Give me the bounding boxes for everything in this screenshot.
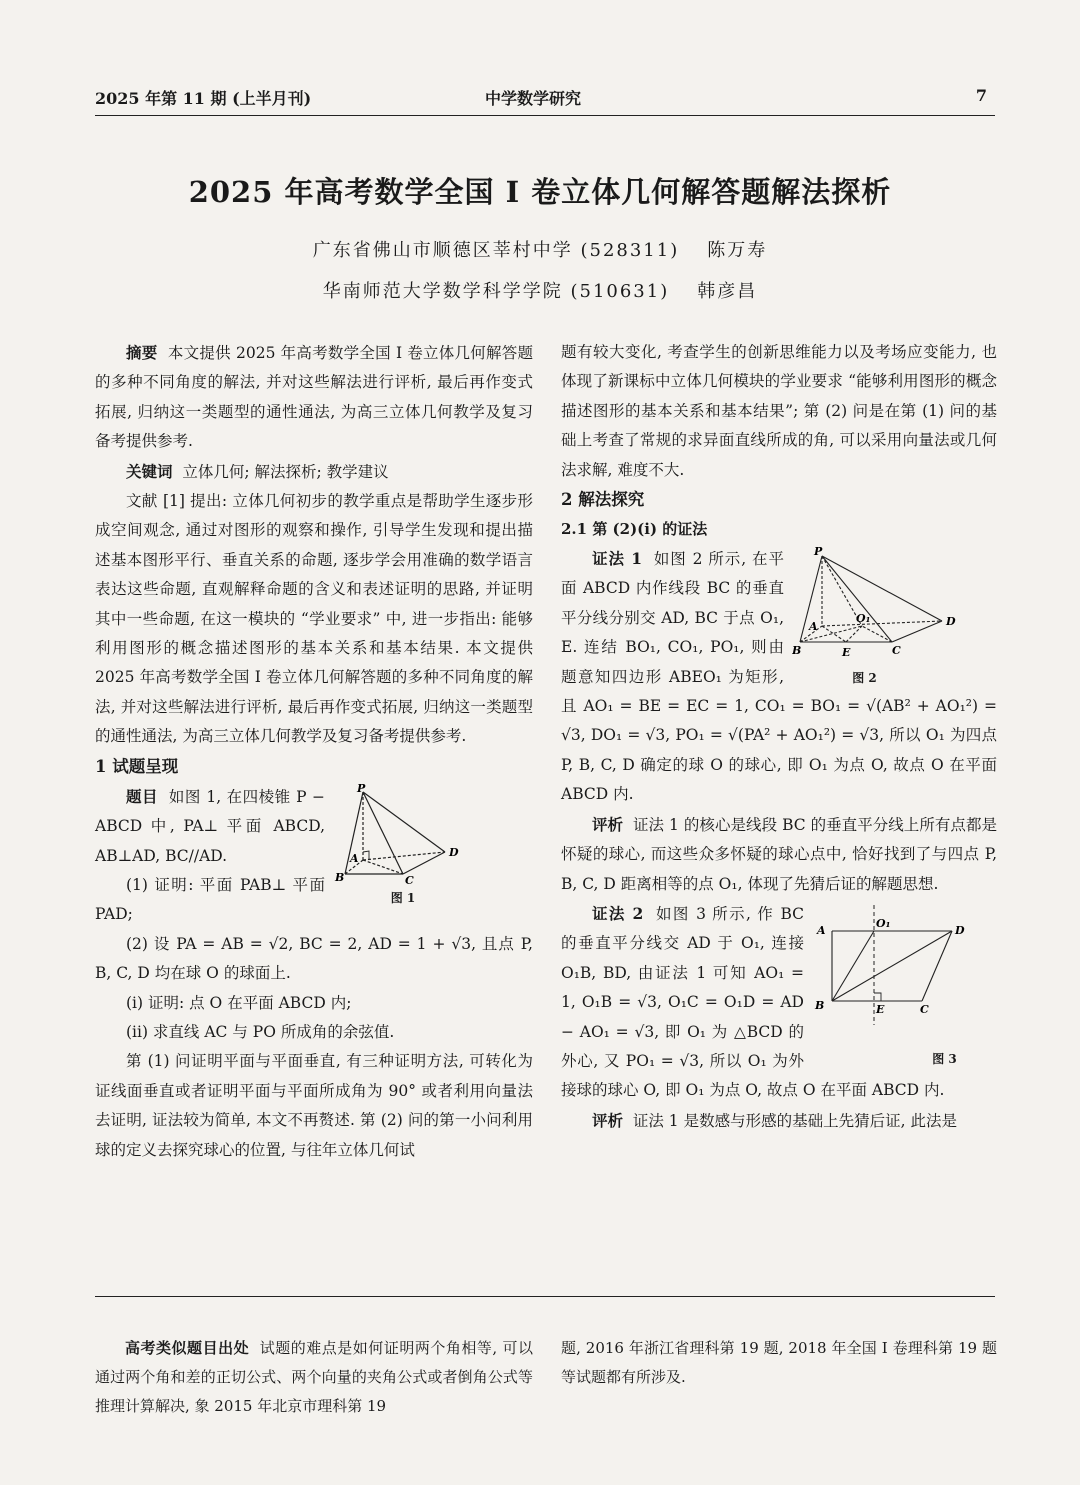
fig1-label-b: B	[335, 870, 345, 884]
proof-1-text: 如图 2 所示, 在平面 ABCD 内作线段 BC 的垂直平分线分别交 AD, BC 于点 O₁, E. 连结 BO₁, CO₁, PO₁, 则由题意知四边形 ABEO₁ 为矩形, 且 AO₁ = BE = EC = 1, CO₁ = BO₁ = √(AB² + AO₁²) = √3, DO₁ = √3, PO₁ = √(PA² + AO₁²) = √3, 所以 O₁ 为四点 P, B, C, D 确定的球 O 的球心, 即 O₁ 为点 O, 故点 O 在平面 ABCD 内.	[561, 550, 997, 804]
figure-1-diagram	[333, 784, 533, 884]
figure-2	[792, 546, 997, 686]
section-2-heading: 2 解法探究	[561, 490, 645, 510]
left-column	[95, 338, 533, 1165]
fig1-label-d: D	[449, 845, 459, 859]
fig3-label-b: B	[815, 998, 825, 1012]
figure-1-caption: 图 1	[390, 890, 416, 905]
fig3-label-o1: O₁	[876, 916, 891, 930]
footnote-rule	[95, 1296, 995, 1297]
fig2-label-e: E	[842, 646, 851, 660]
right-column	[561, 338, 997, 1136]
question-1: (1) 证明: 平面 PAB⊥ 平面 PAD;	[95, 875, 325, 924]
fig1-label-a: A	[350, 851, 359, 865]
intro-paragraph: 文献 [1] 提出: 立体几何初步的教学重点是帮助学生逐步形成空间观念, 通过对图形的观察和操作, 引导学生发现和提出描述基本图形平行、垂直关系的命题, 逐步学会用准确的数学语言表达这些命题, 直观解释命题的含义和表述证明的思路, 并证明其中一些命题, 在这一模块的 “学业要求” 中, 进一步指出: 能够利用图形的概念描述图形的基本关系和基本结果. 本文提供 2025 年高考数学全国 I 卷立体几何解答题的多种不同角度的解法, 并对这些解法进行评析, 最后再作变式拓展, 归纳这一类题型的通性通法, 为高三立体几何教学及复习备考提供参考.	[95, 492, 533, 746]
figure-2-caption: 图 2	[852, 671, 877, 686]
author-affiliation: 广东省佛山市顺德区莘村中学 (528311)	[312, 240, 680, 261]
question-2-i: (i) 证明: 点 O 在平面 ABCD 内;	[126, 993, 352, 1012]
footnote-left	[95, 1334, 533, 1421]
fig3-label-d: D	[955, 923, 965, 937]
problem-text: 如图 1, 在四棱锥 P − ABCD 中, PA⊥ 平面 ABCD, AB⊥AD, BC//AD.	[95, 787, 325, 865]
footnote-label: 高考类似题目出处	[125, 1339, 250, 1357]
figure-3-diagram	[812, 901, 997, 1051]
fig2-label-c: C	[892, 644, 901, 658]
comment-2-text: 证法 1 是数感与形感的基础上先猜后证, 此法是	[632, 1111, 957, 1130]
author-line-2	[0, 277, 1080, 303]
problem-analysis: 第 (1) 问证明平面与平面垂直, 有三种证明方法, 可转化为证线面垂直或者证明平面与平面所成角为 90° 或者利用向量法去证明, 证法较为简单, 本文不再赘述. 第 (2) 问的第一小问利用球的定义去探究球心的位置, 与往年立体几何试	[95, 1052, 533, 1159]
abstract-label: 摘要	[126, 343, 158, 362]
comment-2-label: 评析	[592, 1110, 624, 1130]
fig3-label-a: A	[817, 923, 826, 937]
comment-1-label: 评析	[592, 814, 624, 834]
abstract-text: 本文提供 2025 年高考数学全国 I 卷立体几何解答题的多种不同角度的解法, 并对这些解法进行评析, 最后再作变式拓展, 归纳这一类题型的通性通法, 为高三立体几何教学及复习备考提供参考.	[95, 344, 533, 451]
page-number: 7	[975, 86, 987, 105]
author-name: 陈万寿	[707, 240, 768, 261]
author-affiliation: 华南师范大学数学科学学院 (510631)	[322, 281, 670, 302]
author-name: 韩彦昌	[697, 281, 758, 302]
footnote-text-left	[95, 1334, 533, 1421]
analysis-continued: 题有较大变化, 考查学生的创新思维能力以及考场应变能力, 也体现了新课标中立体几何模块的学业要求 “能够利用图形的概念描述图形的基本关系和基本结果”; 第 (2) 问是在第 (1) 问的基础上考查了常规的求异面直线所成的角, 可以采用向量法或几何法求解, 难度不大.	[561, 343, 997, 479]
fig2-label-d: D	[946, 615, 956, 629]
figure-3-caption: 图 3	[932, 1051, 957, 1066]
footnote-left-text: 试题的难点是如何证明两个角相等, 可以通过两个角和差的正切公式、两个向量的夹角公式或者倒角公式等推理计算解决, 象 2015 年北京市理科第 19	[95, 1339, 533, 1415]
issue-label: 2025 年第 11 期 (上半月刊)	[95, 89, 312, 108]
fig3-label-c: C	[920, 1002, 929, 1016]
footnote-right-text: 题, 2016 年浙江省理科第 19 题, 2018 年全国 I 卷理科第 19 题等试题都有所涉及.	[561, 1339, 997, 1386]
question-2-ii: (ii) 求直线 AC 与 PO 所成角的余弦值.	[126, 1022, 395, 1041]
fig2-label-o1: O₁	[856, 612, 871, 626]
keywords-text: 立体几何; 解法探析; 教学建议	[182, 462, 389, 481]
running-header	[95, 86, 995, 110]
section-1-heading: 1 试题呈现	[95, 756, 179, 776]
fig1-label-p: P	[357, 783, 366, 795]
footnote-right	[561, 1334, 997, 1392]
fig3-label-e: E	[876, 1002, 885, 1016]
fig2-label-a: A	[809, 620, 818, 634]
keywords-label: 关键词	[126, 461, 173, 481]
proof-2-label: 证法 2	[592, 903, 644, 923]
paper-title: 2025 年高考数学全国 I 卷立体几何解答题解法探析	[188, 175, 892, 209]
figure-2-diagram	[792, 546, 997, 664]
abstract	[95, 338, 533, 457]
fig2-label-p: P	[814, 546, 823, 559]
keywords	[95, 457, 533, 487]
proof-1-label: 证法 1	[592, 549, 643, 569]
comment-1-text: 证法 1 的核心是线段 BC 的垂直平分线上所有点都是怀疑的球心, 而这些众多怀疑的球心点中, 恰好找到了与四点 P, B, C, D 距离相等的点 O₁, 体现了先猜后证的解题思想.	[561, 815, 997, 893]
figure-1	[333, 783, 533, 905]
fig2-label-b: B	[792, 644, 802, 658]
fig1-label-c: C	[405, 873, 414, 884]
journal-name: 中学数学研究	[485, 89, 582, 108]
figure-3	[812, 901, 997, 1073]
question-2: (2) 设 PA = AB = √2, BC = 2, AD = 1 + √3, 且点 P, B, C, D 均在球 O 的球面上.	[95, 934, 533, 983]
author-line-1	[0, 236, 1080, 262]
subsection-2-1-heading: 2.1 第 (2)(i) 的证法	[561, 520, 708, 539]
header-rule	[95, 115, 995, 116]
problem-label: 题目	[126, 786, 159, 806]
comment-2	[561, 1106, 997, 1136]
proof-2-text: 如图 3 所示, 作 BC 的垂直平分线交 AD 于 O₁, 连接 O₁B, BD, 由证法 1 可知 AO₁ = 1, O₁B = √3, O₁C = O₁D = AD − AO₁ = √3, 即 O₁ 为 △BCD 的外心, 又 PO₁ = √3, 所以 O₁ 为外接球的球心 O, 即 O₁ 为点 O, 故点 O 在平面 ABCD 内.	[561, 904, 945, 1100]
comment-1	[561, 810, 997, 899]
